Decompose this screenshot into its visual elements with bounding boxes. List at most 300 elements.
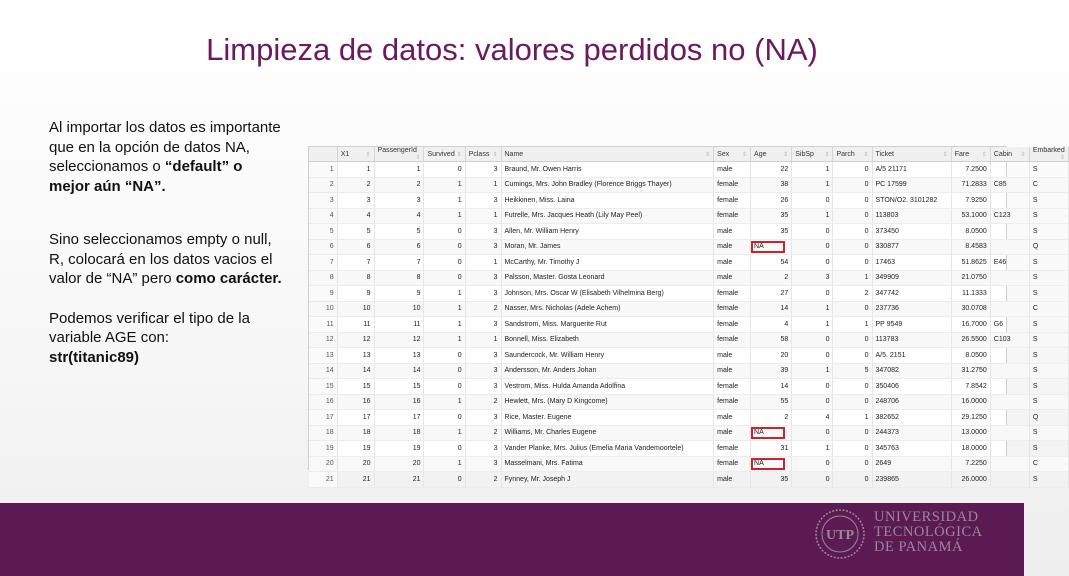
table-cell: 0 bbox=[833, 332, 872, 348]
table-cell: 0 bbox=[424, 441, 465, 457]
table-cell: 1 bbox=[424, 301, 465, 317]
table-cell: 3 bbox=[465, 193, 501, 209]
row-number: 16 bbox=[309, 394, 337, 410]
table-row[interactable] bbox=[309, 410, 1069, 426]
paragraph-2-bold: como carácter. bbox=[175, 270, 282, 287]
column-header[interactable]: Ticket ⇕ bbox=[872, 147, 951, 162]
table-cell: 29.1250 bbox=[951, 410, 990, 426]
table-row[interactable] bbox=[309, 317, 1069, 333]
table-cell: 0 bbox=[424, 410, 465, 426]
table-cell: 13.0000 bbox=[951, 425, 990, 441]
table-cell: female bbox=[714, 286, 751, 302]
table-cell: 0 bbox=[792, 425, 833, 441]
row-number: 14 bbox=[309, 363, 337, 379]
table-cell: 17 bbox=[337, 410, 374, 426]
table-cell bbox=[990, 472, 1029, 488]
column-header[interactable]: PassengerId ⇕ bbox=[374, 147, 424, 162]
table-cell: 0 bbox=[833, 177, 872, 193]
row-number: 12 bbox=[309, 332, 337, 348]
table-cell: 6 bbox=[337, 239, 374, 255]
table-cell: 3 bbox=[465, 224, 501, 240]
table-cell: 12 bbox=[374, 332, 424, 348]
table-cell: 21 bbox=[374, 472, 424, 488]
table-cell: 0 bbox=[833, 255, 872, 271]
table-cell: 0 bbox=[424, 224, 465, 240]
table-row[interactable] bbox=[309, 255, 1069, 271]
table-cell: 345763 bbox=[872, 441, 951, 457]
sort-icon[interactable]: ⇕ bbox=[742, 151, 748, 158]
table-cell: 3 bbox=[792, 270, 833, 286]
table-cell: 1 bbox=[792, 162, 833, 178]
table-cell: 1 bbox=[792, 317, 833, 333]
table-cell: 382652 bbox=[872, 410, 951, 426]
table-cell: 1 bbox=[424, 286, 465, 302]
table-cell: 0 bbox=[424, 363, 465, 379]
table-cell bbox=[990, 441, 1029, 457]
table-cell: S bbox=[1029, 224, 1068, 240]
table-cell: 30.0708 bbox=[951, 301, 990, 317]
table-row[interactable] bbox=[309, 301, 1069, 317]
table-cell: 3 bbox=[465, 410, 501, 426]
table-row[interactable] bbox=[309, 224, 1069, 240]
table-cell: 5 bbox=[337, 224, 374, 240]
table-cell: 0 bbox=[833, 348, 872, 364]
row-number: 9 bbox=[309, 286, 337, 302]
table-cell: 1 bbox=[465, 208, 501, 224]
table-cell: 0 bbox=[792, 193, 833, 209]
table-cell: 0 bbox=[833, 472, 872, 488]
table-cell: 113803 bbox=[872, 208, 951, 224]
table-cell: 1 bbox=[465, 177, 501, 193]
table-cell: STON/O2. 3101282 bbox=[872, 193, 951, 209]
table-cell: 53.1000 bbox=[951, 208, 990, 224]
sort-icon[interactable]: ⇕ bbox=[783, 151, 789, 158]
paragraph-3-bold: str(titanic89) bbox=[49, 348, 140, 366]
table-cell: 1 bbox=[424, 332, 465, 348]
table-cell: 35 bbox=[751, 208, 792, 224]
row-number: 7 bbox=[309, 255, 337, 271]
table-cell: female bbox=[714, 332, 751, 348]
table-cell: 373450 bbox=[872, 224, 951, 240]
table-cell: 350406 bbox=[872, 379, 951, 395]
table-cell: S bbox=[1029, 255, 1068, 271]
table-cell: 0 bbox=[792, 472, 833, 488]
table-row[interactable] bbox=[309, 456, 1069, 472]
table-cell bbox=[990, 410, 1029, 426]
table-cell: 15 bbox=[337, 379, 374, 395]
table-row[interactable] bbox=[309, 472, 1069, 488]
table-cell: S bbox=[1029, 441, 1068, 457]
table-row[interactable] bbox=[309, 348, 1069, 364]
row-number: 8 bbox=[309, 270, 337, 286]
table-cell: male bbox=[714, 425, 751, 441]
table-cell: male bbox=[714, 239, 751, 255]
table-cell: 13 bbox=[337, 348, 374, 364]
table-row[interactable] bbox=[309, 162, 1069, 178]
table-cell: Rice, Master. Eugene bbox=[501, 410, 714, 426]
table-cell: PC 17599 bbox=[872, 177, 951, 193]
table-cell: S bbox=[1029, 348, 1068, 364]
table-cell: A/5 21171 bbox=[872, 162, 951, 178]
row-number: 19 bbox=[309, 441, 337, 457]
table-cell: 27 bbox=[751, 286, 792, 302]
table-cell: 8.0500 bbox=[951, 348, 990, 364]
table-cell: Nasser, Mrs. Nicholas (Adele Achem) bbox=[501, 301, 714, 317]
table-row[interactable] bbox=[309, 177, 1069, 193]
table-cell: 1 bbox=[424, 208, 465, 224]
table-cell: Braund, Mr. Owen Harris bbox=[501, 162, 714, 178]
table-cell: 31 bbox=[751, 441, 792, 457]
table-cell: 1 bbox=[337, 162, 374, 178]
table-cell: 7.8542 bbox=[951, 379, 990, 395]
table-cell: 20 bbox=[337, 456, 374, 472]
sort-icon[interactable]: ⇕ bbox=[942, 151, 948, 158]
column-header[interactable]: Parch ⇕ bbox=[833, 147, 872, 162]
table-cell: 3 bbox=[465, 348, 501, 364]
table-cell: 7 bbox=[374, 255, 424, 271]
table-cell: 18 bbox=[337, 425, 374, 441]
table-cell: male bbox=[714, 348, 751, 364]
table-cell: 0 bbox=[424, 162, 465, 178]
paragraph-empty-null bbox=[49, 230, 284, 289]
table-cell: male bbox=[714, 410, 751, 426]
paragraph-3-text: Podemos verificar el tipo de la variable AGE con: bbox=[49, 309, 250, 346]
table-cell: S bbox=[1029, 317, 1068, 333]
table-row[interactable] bbox=[309, 363, 1069, 379]
table-cell: 9 bbox=[337, 286, 374, 302]
table-cell: Futrelle, Mrs. Jacques Heath (Lily May Peel) bbox=[501, 208, 714, 224]
table-cell: S bbox=[1029, 425, 1068, 441]
table-cell bbox=[990, 224, 1029, 240]
table-cell: 0 bbox=[792, 332, 833, 348]
table-cell bbox=[990, 162, 1029, 178]
table-cell: female bbox=[714, 317, 751, 333]
table-cell: 0 bbox=[424, 379, 465, 395]
table-cell: 7.2250 bbox=[951, 456, 990, 472]
table-row[interactable] bbox=[309, 239, 1069, 255]
table-cell: male bbox=[714, 270, 751, 286]
table-cell bbox=[990, 286, 1029, 302]
sort-icon[interactable]: ⇕ bbox=[415, 155, 421, 161]
row-number: 1 bbox=[309, 162, 337, 178]
sort-icon[interactable]: ⇕ bbox=[456, 151, 462, 158]
table-cell: 55 bbox=[751, 394, 792, 410]
table-cell bbox=[990, 363, 1029, 379]
table-cell: 54 bbox=[751, 255, 792, 271]
row-number: 21 bbox=[309, 472, 337, 488]
table-cell: 3 bbox=[374, 193, 424, 209]
table-cell: 14 bbox=[751, 301, 792, 317]
row-number: 5 bbox=[309, 224, 337, 240]
table-cell bbox=[990, 239, 1029, 255]
table-row[interactable] bbox=[309, 379, 1069, 395]
table-cell: 21 bbox=[337, 472, 374, 488]
table-cell: 244373 bbox=[872, 425, 951, 441]
table-cell: 18.0000 bbox=[951, 441, 990, 457]
table-cell: 0 bbox=[833, 456, 872, 472]
university-seal-icon bbox=[814, 508, 866, 560]
table-cell: A/5. 2151 bbox=[872, 348, 951, 364]
row-number: 11 bbox=[309, 317, 337, 333]
table-cell: S bbox=[1029, 208, 1068, 224]
row-number: 3 bbox=[309, 193, 337, 209]
table-cell: 237736 bbox=[872, 301, 951, 317]
table-cell bbox=[990, 193, 1029, 209]
table-cell: 8.4583 bbox=[951, 239, 990, 255]
university-wordmark bbox=[874, 510, 983, 555]
table-cell: Johnson, Mrs. Oscar W (Elisabeth Vilhelmina Berg) bbox=[501, 286, 714, 302]
table-cell: 0 bbox=[833, 441, 872, 457]
table-cell: male bbox=[714, 162, 751, 178]
table-cell: 349909 bbox=[872, 270, 951, 286]
table-row[interactable] bbox=[309, 208, 1069, 224]
paragraph-1-bold: “default” o mejor aún “NA”. bbox=[49, 158, 243, 195]
slide-title: Limpieza de datos: valores perdidos no (NA) bbox=[206, 32, 818, 67]
table-cell bbox=[990, 301, 1029, 317]
table-row[interactable] bbox=[309, 425, 1069, 441]
table-cell: 2 bbox=[465, 394, 501, 410]
table-cell: 0 bbox=[792, 348, 833, 364]
table-cell: 21.0750 bbox=[951, 270, 990, 286]
column-header[interactable]: Cabin ⇕ bbox=[990, 147, 1029, 162]
table-cell: male bbox=[714, 363, 751, 379]
table-cell: 1 bbox=[465, 255, 501, 271]
row-number: 10 bbox=[309, 301, 337, 317]
table-cell: 7 bbox=[337, 255, 374, 271]
logo-line-2: TECNOLÓGICA bbox=[874, 524, 983, 540]
table-cell: 113783 bbox=[872, 332, 951, 348]
table-cell: 39 bbox=[751, 363, 792, 379]
column-header[interactable]: Age ⇕ bbox=[751, 147, 792, 162]
sort-icon[interactable]: ⇕ bbox=[824, 151, 830, 158]
row-number: 17 bbox=[309, 410, 337, 426]
table-cell: PP 9549 bbox=[872, 317, 951, 333]
sort-icon[interactable]: ⇕ bbox=[365, 151, 371, 158]
table-cell: 3 bbox=[337, 193, 374, 209]
table-cell: 17 bbox=[374, 410, 424, 426]
table-cell: 3 bbox=[465, 286, 501, 302]
table-cell: 1 bbox=[792, 363, 833, 379]
table-cell: female bbox=[714, 177, 751, 193]
table-cell: Q bbox=[1029, 239, 1068, 255]
table-cell: 0 bbox=[833, 224, 872, 240]
table-cell: 0 bbox=[792, 456, 833, 472]
row-number: 6 bbox=[309, 239, 337, 255]
table-cell: 0 bbox=[424, 270, 465, 286]
table-cell: C103 bbox=[990, 332, 1029, 348]
table-cell: 3 bbox=[465, 317, 501, 333]
table-cell: 5 bbox=[833, 363, 872, 379]
sort-icon[interactable]: ⇕ bbox=[492, 151, 498, 158]
table-cell: McCarthy, Mr. Timothy J bbox=[501, 255, 714, 271]
table-cell: 6 bbox=[374, 239, 424, 255]
table-cell: 0 bbox=[792, 239, 833, 255]
table-cell: 2 bbox=[374, 177, 424, 193]
table-cell: 9 bbox=[374, 286, 424, 302]
table-cell: 35 bbox=[751, 472, 792, 488]
table-cell: Masselmani, Mrs. Fatima bbox=[501, 456, 714, 472]
table-cell: 1 bbox=[792, 177, 833, 193]
table-cell: 8.0500 bbox=[951, 224, 990, 240]
row-number: 20 bbox=[309, 456, 337, 472]
table-cell: 0 bbox=[833, 301, 872, 317]
table-cell: 16 bbox=[374, 394, 424, 410]
table-cell: 1 bbox=[833, 270, 872, 286]
table-cell: NA bbox=[751, 456, 792, 472]
table-cell: 1 bbox=[424, 394, 465, 410]
table-cell: female bbox=[714, 301, 751, 317]
logo-line-3: DE PANAMÁ bbox=[874, 539, 963, 555]
data-viewer-table[interactable] bbox=[308, 146, 1065, 483]
table-cell: 22 bbox=[751, 162, 792, 178]
table-cell: 7.2500 bbox=[951, 162, 990, 178]
table-cell: S bbox=[1029, 193, 1068, 209]
table-row[interactable] bbox=[309, 394, 1069, 410]
table-cell bbox=[990, 348, 1029, 364]
table-cell: 0 bbox=[833, 379, 872, 395]
column-header[interactable]: Fare ⇕ bbox=[951, 147, 990, 162]
table-cell bbox=[990, 394, 1029, 410]
table-cell: 1 bbox=[424, 193, 465, 209]
table-row[interactable] bbox=[309, 193, 1069, 209]
table-cell: 2 bbox=[465, 301, 501, 317]
table-cell: 1 bbox=[792, 441, 833, 457]
column-header[interactable]: Embarked ⇕ bbox=[1029, 147, 1068, 162]
table-cell: 26 bbox=[751, 193, 792, 209]
sort-icon[interactable]: ⇕ bbox=[981, 151, 987, 158]
table-cell: 1 bbox=[374, 162, 424, 178]
table-cell: 3 bbox=[465, 441, 501, 457]
table-cell: 2 bbox=[337, 177, 374, 193]
table-cell: 0 bbox=[833, 193, 872, 209]
table-body bbox=[309, 162, 1069, 488]
table-cell: NA bbox=[751, 239, 792, 255]
table-cell: 11 bbox=[374, 317, 424, 333]
table-cell: 4 bbox=[792, 410, 833, 426]
table-cell: 2 bbox=[751, 270, 792, 286]
table-row[interactable] bbox=[309, 286, 1069, 302]
column-header[interactable]: Survived ⇕ bbox=[424, 147, 465, 162]
table-cell: 16.7000 bbox=[951, 317, 990, 333]
table-cell: 1 bbox=[833, 317, 872, 333]
table-cell: 20 bbox=[751, 348, 792, 364]
table-cell: 3 bbox=[465, 363, 501, 379]
table-cell: 248706 bbox=[872, 394, 951, 410]
footer-bar bbox=[0, 503, 1024, 576]
sort-icon[interactable]: ⇕ bbox=[863, 151, 869, 158]
sort-icon[interactable]: ⇕ bbox=[1059, 155, 1065, 161]
table-row[interactable] bbox=[309, 441, 1069, 457]
table-cell: female bbox=[714, 379, 751, 395]
paragraph-1-text: Al importar los datos es importante que en la opción de datos NA, seleccionamos o bbox=[49, 119, 281, 175]
table-cell: 0 bbox=[833, 162, 872, 178]
column-header[interactable]: Pclass ⇕ bbox=[465, 147, 501, 162]
table-cell: 8 bbox=[337, 270, 374, 286]
table-cell: 1 bbox=[792, 301, 833, 317]
column-header[interactable]: SibSp ⇕ bbox=[792, 147, 833, 162]
table-cell: 11.1333 bbox=[951, 286, 990, 302]
table-cell: 3 bbox=[465, 270, 501, 286]
sort-icon[interactable]: ⇕ bbox=[1020, 151, 1026, 158]
table-cell: Vander Planke, Mrs. Julius (Emelia Maria Vandemoortele) bbox=[501, 441, 714, 457]
table-cell bbox=[990, 270, 1029, 286]
paragraph-verify bbox=[49, 309, 284, 368]
table-cell: 35 bbox=[751, 224, 792, 240]
table-cell: C bbox=[1029, 301, 1068, 317]
table-cell: 1 bbox=[424, 456, 465, 472]
table-cell: 3 bbox=[465, 379, 501, 395]
table-cell: G6 bbox=[990, 317, 1029, 333]
table-row[interactable] bbox=[309, 332, 1069, 348]
logo-line-1: UNIVERSIDAD bbox=[874, 509, 979, 525]
table-cell: S bbox=[1029, 286, 1068, 302]
table-cell: Heikkinen, Miss. Laina bbox=[501, 193, 714, 209]
row-number: 13 bbox=[309, 348, 337, 364]
table-cell: Fynney, Mr. Joseph J bbox=[501, 472, 714, 488]
table-cell: 0 bbox=[792, 379, 833, 395]
sort-icon[interactable]: ⇕ bbox=[705, 151, 711, 158]
table-cell: 4 bbox=[337, 208, 374, 224]
table-cell: C85 bbox=[990, 177, 1029, 193]
table-cell: 10 bbox=[337, 301, 374, 317]
table-cell: female bbox=[714, 456, 751, 472]
table-cell: 26.5500 bbox=[951, 332, 990, 348]
table-cell: 71.2833 bbox=[951, 177, 990, 193]
table-cell: 347082 bbox=[872, 363, 951, 379]
table-cell: 2 bbox=[465, 425, 501, 441]
column-header[interactable]: Sex ⇕ bbox=[714, 147, 751, 162]
table-cell: 0 bbox=[792, 286, 833, 302]
table-cell: 38 bbox=[751, 177, 792, 193]
table-cell: 12 bbox=[337, 332, 374, 348]
table-cell: 1 bbox=[424, 317, 465, 333]
table-cell: Moran, Mr. James bbox=[501, 239, 714, 255]
table-cell: C bbox=[1029, 456, 1068, 472]
table-cell: 1 bbox=[792, 208, 833, 224]
table-cell: 0 bbox=[833, 425, 872, 441]
column-header[interactable]: X1 ⇕ bbox=[337, 147, 374, 162]
table-cell: S bbox=[1029, 270, 1068, 286]
table-cell: 10 bbox=[374, 301, 424, 317]
table-cell: S bbox=[1029, 394, 1068, 410]
table-cell: C bbox=[1029, 177, 1068, 193]
table-cell: 7.9250 bbox=[951, 193, 990, 209]
table-cell: Andersson, Mr. Anders Johan bbox=[501, 363, 714, 379]
table-cell: 0 bbox=[833, 208, 872, 224]
table-cell: 58 bbox=[751, 332, 792, 348]
table-cell: C123 bbox=[990, 208, 1029, 224]
table-cell: 8 bbox=[374, 270, 424, 286]
table-cell: S bbox=[1029, 162, 1068, 178]
table-cell: 2 bbox=[465, 472, 501, 488]
table-cell: 0 bbox=[424, 255, 465, 271]
table-cell: 0 bbox=[424, 472, 465, 488]
table-cell: Saundercock, Mr. William Henry bbox=[501, 348, 714, 364]
table-row[interactable] bbox=[309, 270, 1069, 286]
table-cell: S bbox=[1029, 472, 1068, 488]
table-cell: 347742 bbox=[872, 286, 951, 302]
table-header-row bbox=[309, 147, 1069, 162]
table-cell: Sandstrom, Miss. Marguerite Rut bbox=[501, 317, 714, 333]
table-cell: female bbox=[714, 208, 751, 224]
table-cell: 1 bbox=[424, 177, 465, 193]
table-cell: 0 bbox=[792, 394, 833, 410]
table-cell: 0 bbox=[424, 239, 465, 255]
table-cell: 20 bbox=[374, 456, 424, 472]
table-cell: Bonnell, Miss. Elizabeth bbox=[501, 332, 714, 348]
row-number-header[interactable] bbox=[309, 147, 337, 162]
column-header[interactable]: Name ⇕ bbox=[501, 147, 714, 162]
